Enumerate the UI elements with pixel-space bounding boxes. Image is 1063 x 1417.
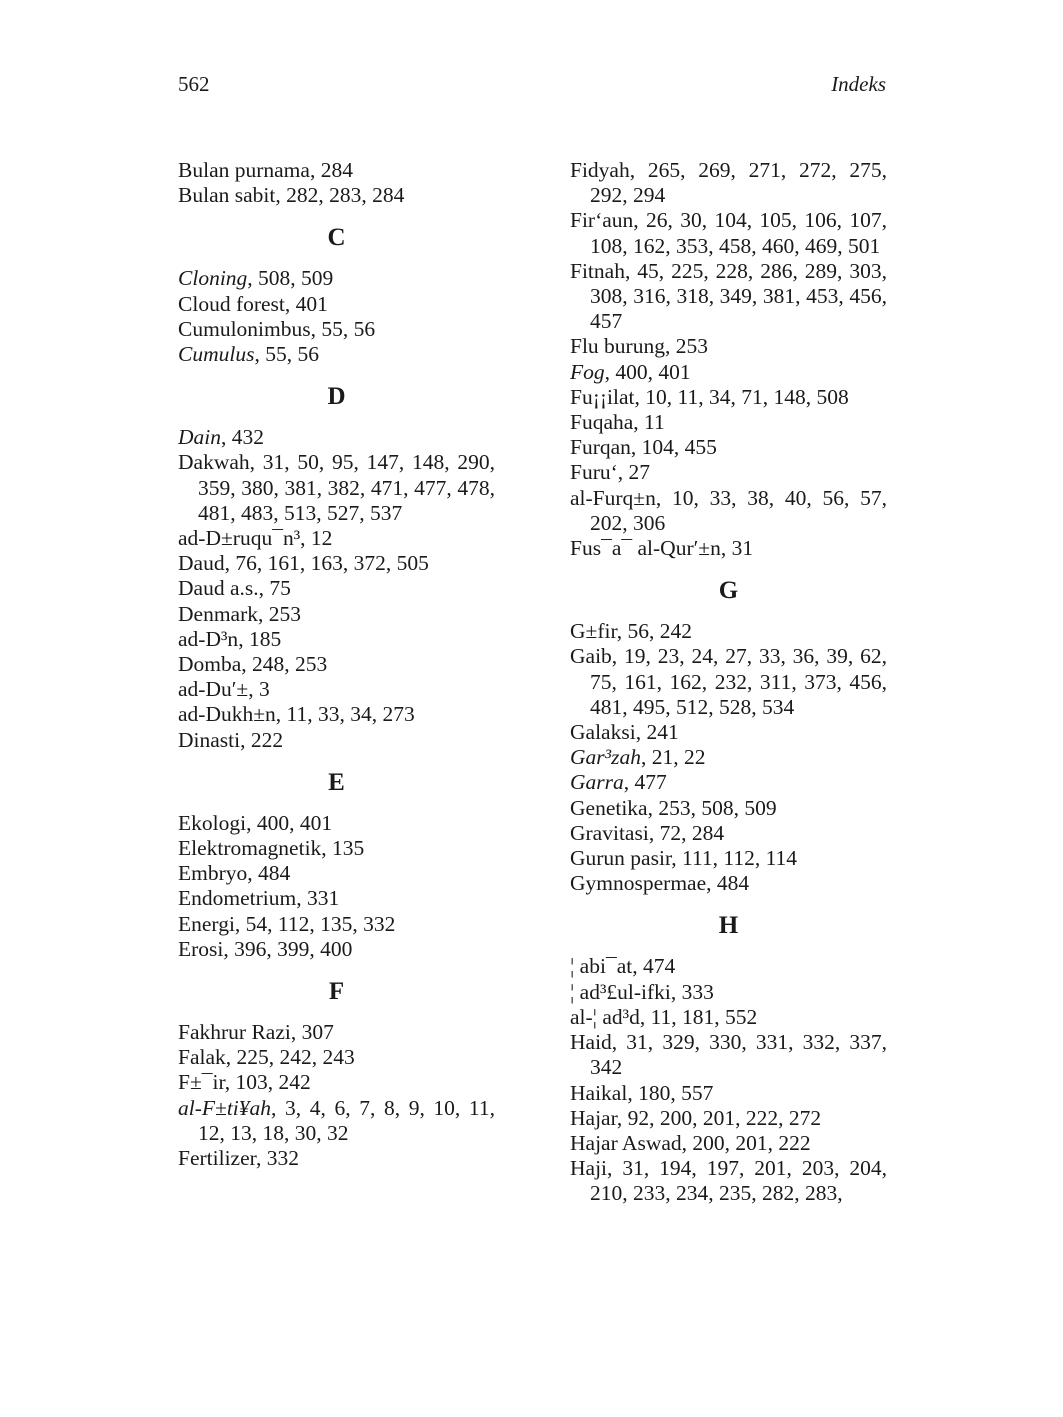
- index-term: ¦ abi¯at: [570, 954, 633, 979]
- index-entry: [570, 1030, 887, 1080]
- index-column-left: [178, 158, 495, 1171]
- index-term: ¦ ad³£ul-ifki: [570, 979, 671, 1004]
- index-term: Fidyah: [570, 158, 630, 182]
- index-term: Cumulus: [178, 342, 255, 367]
- index-term: Gurun pasir: [570, 846, 672, 871]
- page-references: , 401: [284, 291, 328, 316]
- page-references: , 11, 33, 34, 273: [275, 702, 415, 727]
- index-term: Dinasti: [178, 727, 241, 752]
- index-entry: [570, 208, 887, 258]
- index-entry: [178, 317, 495, 342]
- index-entry: [570, 360, 887, 385]
- index-entry: [570, 385, 887, 410]
- page-references: , 307: [290, 1020, 334, 1045]
- page-references: , 474: [632, 954, 676, 979]
- index-entry: [570, 334, 887, 359]
- index-term: Fertilizer: [178, 1146, 256, 1171]
- index-term: Bulan sabit: [178, 183, 276, 208]
- index-entry: [178, 425, 495, 450]
- index-entry: [570, 486, 887, 536]
- index-term: Dakwah: [178, 450, 250, 475]
- page-references: , 11, 181, 552: [639, 1004, 758, 1029]
- index-entry: [178, 836, 495, 861]
- index-term: Daud: [178, 551, 225, 576]
- index-entry: [570, 1005, 887, 1030]
- index-entry: [178, 1096, 495, 1146]
- index-entry: [178, 728, 495, 753]
- index-term: Garra: [570, 770, 624, 795]
- page-references: , 31, 329, 330, 331, 332, 337, 342: [590, 1030, 887, 1080]
- page-references: , 253: [664, 334, 708, 359]
- index-entry: [178, 450, 495, 526]
- index-term: Erosi: [178, 936, 224, 961]
- index-entry: [178, 526, 495, 551]
- index-term: Cumulonimbus: [178, 316, 311, 341]
- page-references: , 76, 161, 163, 372, 505: [224, 551, 429, 576]
- index-term: Fir‘aun: [570, 208, 634, 233]
- page-references: , 3: [248, 677, 270, 702]
- index-entry: [570, 410, 887, 435]
- page-references: , 432: [221, 425, 264, 450]
- page-references: , 55, 56: [254, 342, 319, 367]
- page-references: , 225, 242, 243: [225, 1045, 355, 1070]
- index-term: Haikal: [570, 1080, 628, 1105]
- index-term: Ekologi: [178, 810, 247, 835]
- index-entry: [570, 1131, 887, 1156]
- page-references: , 103, 242: [224, 1070, 311, 1095]
- index-entry: [570, 745, 887, 770]
- index-term: Gymnospermae: [570, 871, 707, 896]
- page-references: , 10, 11, 34, 71, 148, 508: [634, 384, 849, 409]
- index-term: Energi: [178, 911, 235, 936]
- index-entry: [178, 1070, 495, 1095]
- page-references: , 284: [309, 158, 353, 182]
- index-entry: [178, 886, 495, 911]
- page-references: , 400, 401: [246, 810, 333, 835]
- page-references: , 45, 225, 228, 286, 289, 303, 308, 316, 318, 349, 381, 453, 456, 457: [590, 258, 887, 334]
- index-term: Hajar Aswad: [570, 1130, 682, 1155]
- index-entry: [570, 259, 887, 335]
- index-entry: [178, 551, 495, 576]
- index-letter-heading: F: [328, 978, 345, 1006]
- index-letter-heading: D: [327, 383, 346, 411]
- page-references: , 508, 509: [247, 266, 334, 291]
- page-references: , 27: [617, 460, 651, 485]
- index-term: Fus¯a¯ al-Qur′±n: [570, 536, 721, 561]
- index-term: Fitnah: [570, 258, 625, 283]
- index-entry: [570, 619, 887, 644]
- page-references: , 400, 401: [604, 359, 691, 384]
- index-term: Elektromagnetik: [178, 836, 322, 861]
- index-entry: [178, 861, 495, 886]
- index-term: Domba: [178, 652, 242, 677]
- index-term: Genetika: [570, 795, 648, 820]
- page-references: , 21, 22: [640, 745, 706, 770]
- index-entry: [570, 796, 887, 821]
- page-references: , 222: [240, 727, 284, 752]
- index-term: ad-D³n: [178, 626, 239, 651]
- index-letter-heading: E: [328, 768, 345, 796]
- index-entry: [178, 677, 495, 702]
- index-column-right: [570, 158, 887, 1207]
- page-references: , 200, 201, 222: [681, 1130, 811, 1155]
- page-references: , 477: [623, 770, 667, 795]
- index-entry: [570, 1081, 887, 1106]
- index-term: Denmark: [178, 601, 258, 626]
- index-term: G±fir: [570, 619, 617, 644]
- index-term: ad-D±ruqu¯n³: [178, 526, 301, 551]
- page-references: , 12: [300, 526, 333, 551]
- page-references: , 111, 112, 114: [671, 846, 798, 871]
- index-term: al-Furq±n: [570, 485, 656, 510]
- index-letter-heading: C: [327, 224, 346, 252]
- index-entry: [570, 846, 887, 871]
- index-term: Fu¡¡ilat: [570, 384, 635, 409]
- index-term: Furu‘: [570, 460, 618, 485]
- page-references: , 253: [258, 601, 301, 626]
- index-entry: [178, 292, 495, 317]
- page-references: , 185: [238, 626, 282, 651]
- index-entry: [178, 811, 495, 836]
- index-term: Gravitasi: [570, 820, 649, 845]
- index-entry: [178, 652, 495, 677]
- index-entry: [178, 266, 495, 291]
- index-entry: [570, 954, 887, 979]
- page-references: , 104, 455: [630, 435, 717, 460]
- page-references: , 19, 23, 24, 27, 33, 36, 39, 62, 75, 161, 162, 232, 311, 373, 456, 481, 495, 512, 528, 534: [590, 644, 887, 719]
- page-references: , 3, 4, 6, 7, 8, 9, 10, 11, 12, 13, 18, 30, 32: [198, 1095, 495, 1145]
- page-references: , 253, 508, 509: [647, 795, 777, 820]
- index-entry: [570, 720, 887, 745]
- index-entry: [178, 912, 495, 937]
- index-term: ad-Dukh±n: [178, 702, 276, 727]
- index-entry: [570, 1106, 887, 1131]
- index-entry: [570, 1156, 887, 1206]
- page-references: , 282, 283, 284: [275, 183, 405, 208]
- page-references: , 333: [670, 979, 714, 1004]
- index-term: Fuqaha: [570, 410, 634, 435]
- index-term: al-F±ti¥ah: [178, 1095, 272, 1120]
- page-references: , 55, 56: [310, 316, 376, 341]
- index-entry: [178, 1020, 495, 1045]
- index-letter-heading: H: [718, 912, 739, 940]
- index-entry: [570, 644, 887, 720]
- page-references: , 31, 194, 197, 201, 203, 204, 210, 233, 234, 235, 282, 283,: [590, 1156, 887, 1206]
- index-term: Furqan: [570, 435, 631, 460]
- index-entry: [570, 435, 887, 460]
- index-term: Haid: [570, 1030, 612, 1055]
- page-references: , 396, 399, 400: [223, 936, 353, 961]
- page-references: , 72, 284: [648, 820, 725, 845]
- index-entry: [178, 576, 495, 601]
- index-letter-heading: G: [718, 577, 739, 605]
- page-references: , 331: [296, 886, 340, 911]
- index-entry: [570, 770, 887, 795]
- page-references: , 241: [635, 720, 679, 745]
- index-entry: [570, 980, 887, 1005]
- index-entry: [178, 627, 495, 652]
- index-term: Embryo: [178, 861, 248, 886]
- index-entry: [570, 871, 887, 896]
- index-entry: [178, 183, 495, 208]
- index-term: Fakhrur Razi: [178, 1020, 291, 1045]
- page-references: , 31, 50, 95, 147, 148, 290, 359, 380, 381, 382, 471, 477, 478, 481, 483, 513, 527, 537: [198, 450, 495, 525]
- index-term: Flu burung: [570, 334, 665, 359]
- index-term: Cloud forest: [178, 291, 285, 316]
- page-references: , 26, 30, 104, 105, 106, 107, 108, 162, 353, 458, 460, 469, 501: [590, 208, 887, 258]
- index-term: ad-Du′±: [178, 677, 249, 702]
- index-entry: [570, 536, 887, 561]
- index-entry: [178, 602, 495, 627]
- running-head: Indeks: [831, 72, 886, 96]
- page-references: , 92, 200, 201, 222, 272: [616, 1105, 822, 1130]
- index-term: Cloning: [178, 266, 248, 291]
- index-entry: [570, 821, 887, 846]
- index-term: Gaib: [570, 644, 612, 669]
- index-term: Hajar: [570, 1105, 617, 1130]
- page-number: 562: [178, 72, 210, 96]
- page-references: , 31: [720, 536, 754, 561]
- index-entry: [178, 342, 495, 367]
- index-term: Haji: [570, 1156, 608, 1181]
- index-term: Falak: [178, 1045, 226, 1070]
- page-references: , 332: [255, 1146, 299, 1171]
- index-term: Daud a.s.: [178, 576, 259, 601]
- index-entry: [178, 1146, 495, 1171]
- page-references: , 75: [258, 576, 291, 601]
- index-term: F±¯ir: [178, 1070, 225, 1095]
- page-references: , 10, 33, 38, 40, 56, 57, 202, 306: [590, 485, 887, 535]
- index-term: Galaksi: [570, 720, 636, 745]
- page-references: , 484: [247, 861, 291, 886]
- page-references: , 484: [706, 871, 750, 896]
- page-references: , 135: [321, 836, 365, 861]
- page-references: , 248, 253: [241, 652, 328, 677]
- index-entry: [570, 158, 887, 208]
- index-entry: [178, 158, 495, 183]
- index-term: Dain: [178, 425, 221, 450]
- index-term: al-¦ ad³d: [570, 1004, 640, 1029]
- index-entry: [178, 702, 495, 727]
- page-references: , 54, 112, 135, 332: [234, 911, 396, 936]
- index-term: Bulan purnama: [178, 158, 310, 182]
- page-references: , 56, 242: [616, 619, 693, 644]
- index-term: Gar³zah: [570, 745, 641, 770]
- page-references: , 265, 269, 271, 272, 275, 292, 294: [590, 158, 887, 208]
- index-entry: [178, 937, 495, 962]
- index-term: Endometrium: [178, 886, 297, 911]
- index-term: Fog: [570, 359, 605, 384]
- index-entry: [570, 460, 887, 485]
- page-references: , 11: [633, 410, 665, 435]
- page-references: , 180, 557: [627, 1080, 714, 1105]
- index-entry: [178, 1045, 495, 1070]
